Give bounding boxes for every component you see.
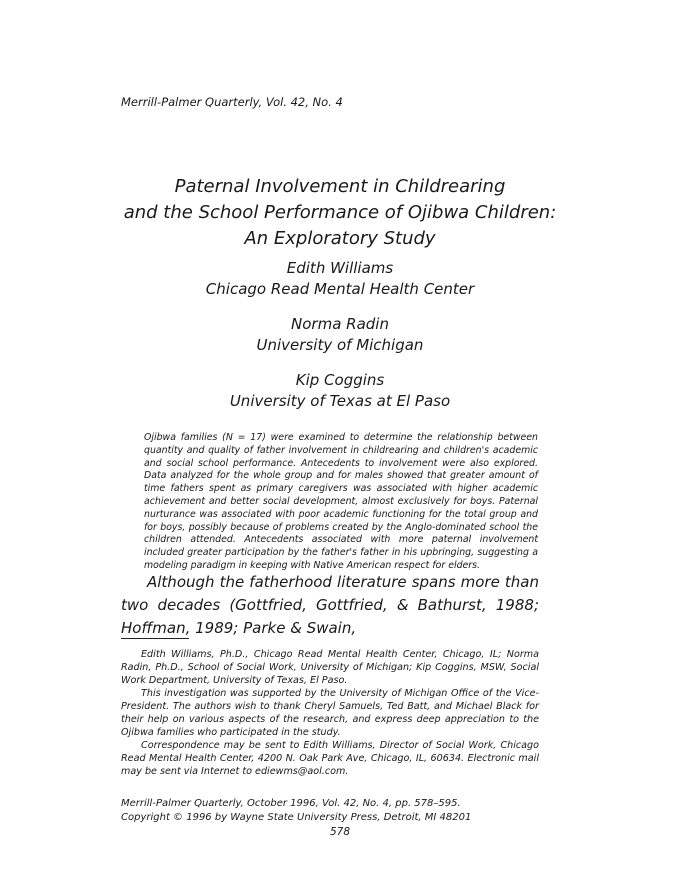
citation: Merrill-Palmer Quarterly, October 1996, Vol. 42, No. 4, pp. 578–595. — [121, 798, 461, 809]
footnotes — [121, 648, 539, 778]
author-block — [0, 258, 680, 300]
page-number: 578 — [329, 826, 351, 838]
title-line: An Exploratory Study — [244, 228, 436, 249]
author-block — [0, 370, 680, 412]
footnote-divider — [121, 638, 189, 639]
author-name: Edith Williams — [286, 259, 394, 277]
article-title — [0, 174, 680, 252]
title-line: and the School Performance of Ojibwa Children: — [123, 202, 557, 223]
author-affiliation: University of Michigan — [256, 336, 424, 354]
author-affiliation: University of Texas at El Paso — [229, 392, 451, 410]
author-name: Norma Radin — [291, 315, 389, 333]
author-block — [0, 314, 680, 356]
author-name: Kip Coggins — [295, 371, 385, 389]
copyright: Copyright © 1996 by Wayne State University Press, Detroit, MI 48201 — [121, 811, 472, 823]
publication-info — [121, 797, 471, 824]
author-affiliation: Chicago Read Mental Health Center — [205, 280, 475, 298]
journal-header: Merrill-Palmer Quarterly, Vol. 42, No. 4 — [121, 95, 343, 109]
footnote: This investigation was supported by the University of Michigan Office of the Vice-President. The authors wish to thank Cheryl Samuels, Ted Batt, and Michael Black for their help on various aspects of the research, and express deep appreciation to the Ojibwa families who participated in the study. — [121, 688, 539, 738]
footnote: Edith Williams, Ph.D., Chicago Read Mental Health Center, Chicago, IL; Norma Radin, Ph.D., School of Social Work, University of Michigan; Kip Coggins, MSW, Social Work Department, University of Texas, El Paso. — [121, 649, 539, 686]
footnote: Correspondence may be sent to Edith Williams, Director of Social Work, Chicago Read Mental Health Center, 4200 N. Oak Park Ave, Chicago, IL, 60634. Electronic mail may be sent via Internet to ediewms@aol.com. — [121, 740, 539, 777]
abstract: Ojibwa families (N = 17) were examined to determine the relationship between quantity and quality of father involvement in childrearing and children's academic and social school performance. Antecedents to involvement were also explored. Data analyzed for the whole group and for males showed that greater amount of time fathers spent as primary caregivers was associated with higher academic achievement and better social development, almost exclusively for boys. Paternal nurturance was associated with poor academic functioning for the total group and for boys, possibly because of problems created by the Anglo-dominated school the children attended. Antecedents associated with more paternal involvement included greater participation by the father's father in his upbringing, suggesting a modeling paradigm in keeping with Native American respect for elders. — [144, 432, 538, 571]
title-line: Paternal Involvement in Childrearing — [174, 176, 506, 197]
body-paragraph: Although the fatherhood literature spans more than two decades (Gottfried, Gottfried, & Bathurst, 1988; Hoffman, 1989; Parke & Swain, — [121, 573, 539, 637]
